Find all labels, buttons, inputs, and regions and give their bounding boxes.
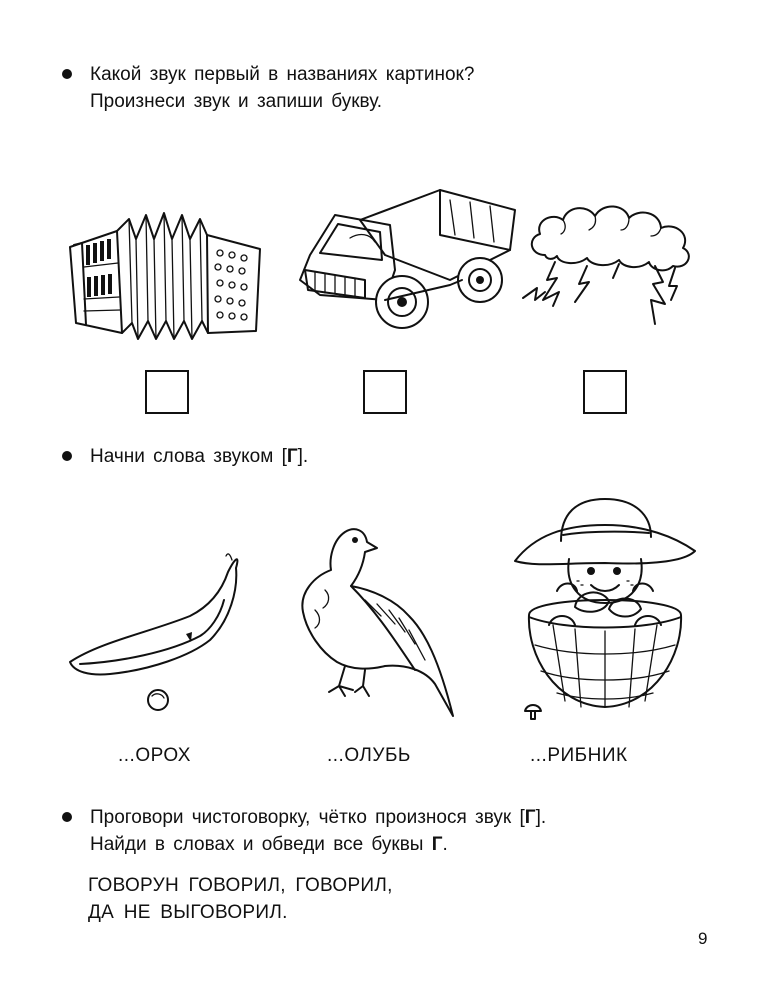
task-2-text-end: ]. xyxy=(297,446,309,467)
thundercloud-icon xyxy=(515,200,705,340)
task-3-line-1-letter: Г xyxy=(524,807,536,828)
task-3-line-2-text: Найди в словах и обведи все буквы xyxy=(90,834,432,855)
answer-box-3[interactable] xyxy=(583,370,627,414)
answer-box-1[interactable] xyxy=(145,370,189,414)
task-3-line-1-text: Проговори чистоговорку, чётко произнося звук [ xyxy=(90,807,525,828)
word-1: ...ОРОХ xyxy=(118,745,191,766)
task-1 xyxy=(62,61,474,115)
task-2 xyxy=(62,443,308,470)
page-number: 9 xyxy=(698,929,708,948)
bullet-icon xyxy=(62,69,72,79)
task-3-line-1 xyxy=(90,804,546,831)
task-3-line-1-end: ]. xyxy=(535,807,547,828)
task-3-line-2 xyxy=(90,831,546,858)
tongue-twister-line-2: ДА НЕ ВЫГОВОРИЛ. xyxy=(88,902,288,923)
task-3 xyxy=(62,804,546,858)
dove-icon xyxy=(285,520,465,725)
answer-box-2[interactable] xyxy=(363,370,407,414)
task-3-line-2-letter: Г xyxy=(431,834,443,855)
word-2: ...ОЛУБЬ xyxy=(327,745,411,766)
task-2-letter: Г xyxy=(286,446,298,467)
truck-icon xyxy=(290,180,530,340)
word-3: ...РИБНИК xyxy=(530,745,628,766)
task-2-text: Начни слова звуком [ xyxy=(90,446,287,467)
task-2-line xyxy=(90,443,308,470)
bullet-icon xyxy=(62,812,72,822)
tongue-twister-line-1: ГОВОРУН ГОВОРИЛ, ГОВОРИЛ, xyxy=(88,875,393,896)
bullet-icon xyxy=(62,451,72,461)
task-1-line-2: Произнеси звук и запиши букву. xyxy=(90,91,383,112)
mushroom-picker-icon xyxy=(505,485,705,725)
tongue-twister xyxy=(88,872,393,926)
task-3-line-2-end: . xyxy=(442,834,448,855)
task-1-line-1: Какой звук первый в названиях картинок? xyxy=(90,64,475,85)
accordion-icon xyxy=(62,205,272,345)
pea-pod-icon xyxy=(60,550,260,720)
